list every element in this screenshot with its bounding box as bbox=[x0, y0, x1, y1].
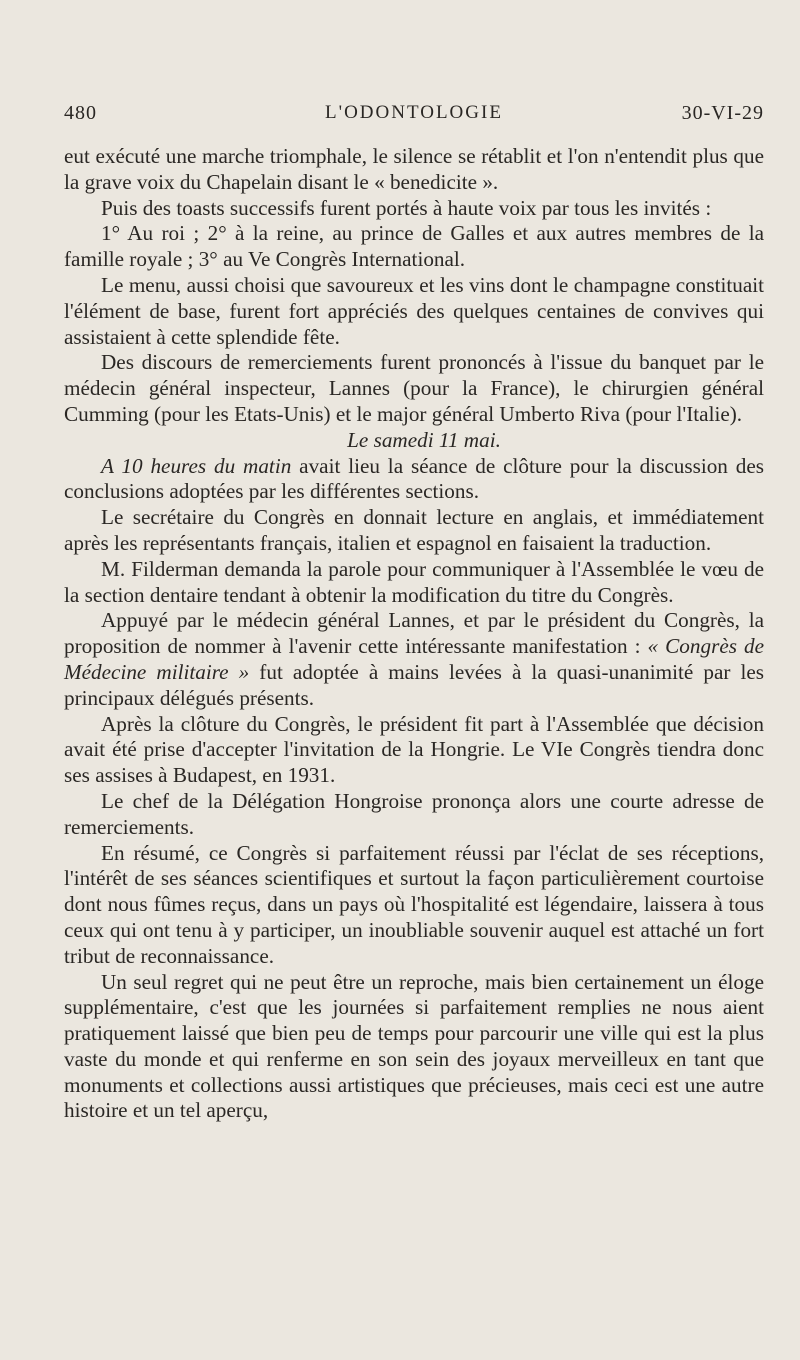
paragraph-budapest: Après la clôture du Congrès, le président fit part à l'Assemblée que décision avait été prise d'accepter l'invitation de la Hongrie. Le VIe Congrès tiendra donc ses assises à Budapest, en 1931. bbox=[64, 711, 764, 788]
time-lead: A 10 heures du matin bbox=[101, 453, 292, 478]
paragraph-closing-session bbox=[64, 454, 764, 506]
journal-title: L'ODONTOLOGIE bbox=[325, 102, 503, 123]
paragraph-text-tail: fut adoptée à mains levées à la quasi-unanimité par les principaux délégués présents. bbox=[64, 659, 764, 710]
paragraph-speeches: Des discours de remerciements furent prononcés à l'issue du banquet par le médecin général inspecteur, Lannes (pour la France), le chirurgien général Cumming (pour les Etats-Unis) et le major général Umberto Riva (pour l'Italie). bbox=[64, 350, 764, 426]
paragraph-text: Appuyé par le médecin général Lannes, et par le président du Congrès, la proposition de nommer à l'avenir cette intéressante manifestation : bbox=[64, 608, 764, 659]
paragraph-filderman: M. Filderman demanda la parole pour communiquer à l'Assemblée le vœu de la section dentaire tendant à obtenir la modification du titre du Congrès. bbox=[64, 556, 764, 607]
paragraph-text: avait lieu la séance de clôture pour la discussion des conclusions adoptées par les différentes sections. bbox=[64, 453, 764, 504]
paragraph-regret: Un seul regret qui ne peut être un reproche, mais bien certainement un éloge supplémentaire, c'est que les journées si parfaitement remplies ne nous aient pratiquement laissé que bien peu de temps pour parcourir une ville qui est la plus vaste du monde et qui renferme en son sein des joyaux merveilleux en tant que monuments et collections aussi artistiques que précieuses, mais ceci est une autre histoire et un tel aperçu, bbox=[64, 969, 764, 1123]
paragraph-continuation: eut exécuté une marche triomphale, le silence se rétablit et l'on n'entendit plus que la grave voix du Chapelain disant le « benedicite ». bbox=[64, 144, 764, 194]
section-heading-samedi: Le samedi 11 mai. bbox=[347, 427, 501, 452]
paragraph-hungarian-delegation: Le chef de la Délégation Hongroise prononça alors une courte adresse de remerciements. bbox=[64, 788, 764, 839]
article-body bbox=[64, 144, 764, 1124]
paragraph-proposal bbox=[64, 608, 764, 711]
congress-new-title: « Congrès de Médecine militaire » bbox=[64, 634, 764, 684]
paragraph-menu: Le menu, aussi choisi que savoureux et les vins dont le champagne constituait l'élément de base, furent fort appréciés des quelques centaines de convives qui assistaient à cette splendide fête. bbox=[64, 272, 764, 349]
running-header bbox=[64, 102, 764, 132]
paragraph-secretary: Le secrétaire du Congrès en donnait lecture en anglais, et immédiatement après les représentants français, italien et espagnol en faisaient la traduction. bbox=[64, 505, 764, 555]
issue-date: 30-VI-29 bbox=[681, 102, 764, 124]
paragraph-toast-list: 1° Au roi ; 2° à la reine, au prince de Galles et aux autres membres de la famille royale ; 3° au Ve Congrès International. bbox=[64, 221, 764, 272]
page-number: 480 bbox=[64, 102, 97, 124]
paragraph-summary: En résumé, ce Congrès si parfaitement réussi par l'éclat de ses réceptions, l'intérêt de ses séances scientifiques et surtout la façon particulièrement courtoise dont nous fûmes reçus, dans un pays où l'hospitalité est légendaire, laissera à tous ceux qui ont tenu à y participer, un inoubliable souvenir auquel est attaché un fort tribut de reconnaissance. bbox=[64, 840, 764, 968]
paragraph-toasts: Puis des toasts successifs furent portés à haute voix par tous les invités : bbox=[101, 195, 712, 220]
